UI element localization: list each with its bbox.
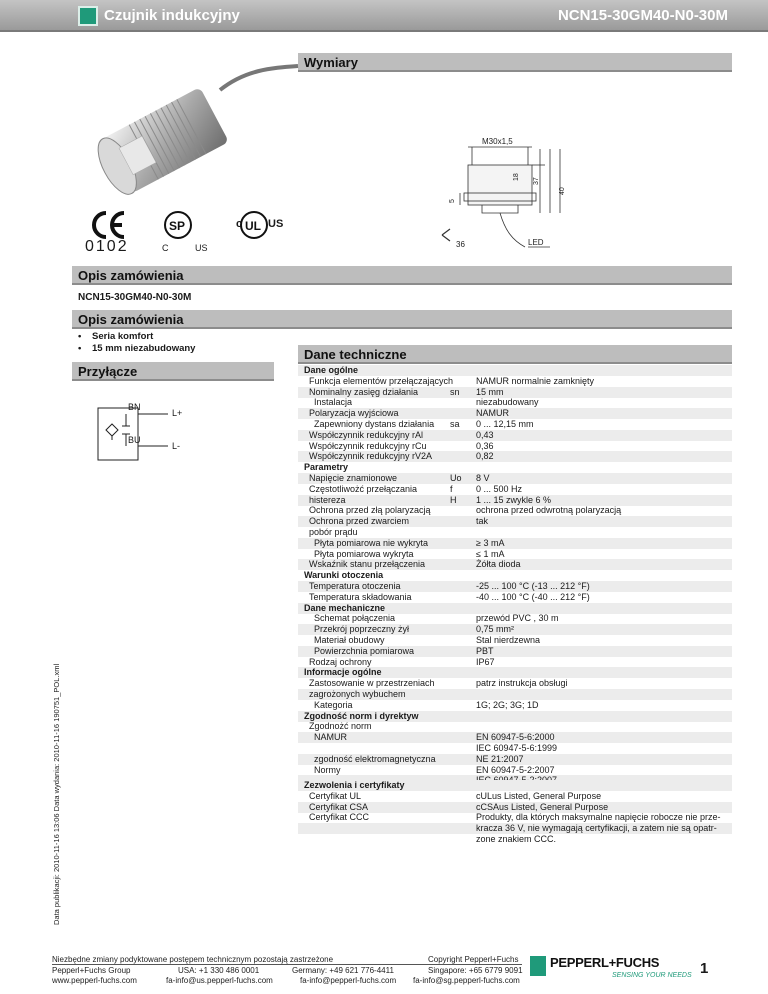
param-value: 0,75 mm² bbox=[476, 624, 515, 635]
terminal-lplus-label: L+ bbox=[172, 408, 183, 418]
param-value: NAMUR normalnie zamknięty bbox=[476, 375, 595, 386]
param-label: Certyfikat CSA bbox=[309, 801, 369, 812]
param-label: Zgodnożć norm bbox=[309, 721, 372, 732]
brand-square-icon bbox=[78, 6, 98, 26]
param-label: zgodność elektromagnetyczna bbox=[314, 753, 436, 764]
brand-slogan: SENSING YOUR NEEDS bbox=[612, 972, 692, 979]
param-label: Współczynnik redukcyjny rCu bbox=[309, 440, 427, 451]
footer-usa-mail[interactable]: fa-info@us.pepperl-fuchs.com bbox=[166, 976, 273, 985]
param-label: Temperatura otoczenia bbox=[309, 581, 401, 591]
footer-sg-phone: Singapore: +65 6779 9091 bbox=[428, 966, 523, 975]
param-value: 1G; 2G; 3G; 1D bbox=[476, 699, 539, 710]
svg-text:SP: SP bbox=[169, 219, 186, 233]
param-value: 0,82 bbox=[476, 451, 494, 462]
param-symbol: H bbox=[450, 494, 457, 505]
param-label: Napięcie znamionowe bbox=[309, 473, 398, 483]
param-symbol: sa bbox=[450, 419, 460, 429]
param-label: Kategoria bbox=[314, 699, 353, 710]
param-label: Ochrona przed złą polaryzacją bbox=[309, 505, 431, 516]
param-value: EN 60947-5-6:2000 bbox=[476, 732, 555, 743]
brand-name: PEPPERL+FUCHS bbox=[550, 955, 660, 970]
param-label: Normy bbox=[314, 764, 341, 775]
footer-de-mail[interactable]: fa-info@pepperl-fuchs.com bbox=[300, 976, 397, 985]
param-value: niezabudowany bbox=[476, 397, 539, 408]
param-value: cCSAus Listed, General Purpose bbox=[476, 801, 609, 812]
param-value: zone znakiem CCC. bbox=[476, 834, 557, 844]
param-label: Powierzchnia pomiarowa bbox=[314, 645, 415, 656]
tech-data-table bbox=[298, 365, 732, 785]
page-header bbox=[0, 0, 768, 32]
param-label: Zastosowanie w przestrzeniach bbox=[309, 678, 435, 689]
param-label: Funkcja elementów przełączających bbox=[309, 375, 454, 386]
param-value: -25 ... 100 °C (-13 ... 212 °F) bbox=[476, 581, 590, 591]
dim-18-label: 18 bbox=[513, 173, 520, 181]
param-value: patrz instrukcja obsługi bbox=[476, 678, 568, 689]
dim-40-label: 40 bbox=[559, 187, 566, 195]
param-label: Wskaźnik stanu przełączenia bbox=[309, 559, 426, 570]
param-value: NAMUR bbox=[476, 408, 509, 419]
param-label: Częstotliwożć przełączania bbox=[309, 483, 418, 494]
param-symbol: sn bbox=[450, 386, 460, 397]
dim-36-label: 36 bbox=[456, 240, 465, 249]
param-label: Rodzaj ochrony bbox=[309, 656, 372, 667]
feature-item: • Seria komfort bbox=[78, 331, 195, 343]
footer-group: Pepperl+Fuchs Group bbox=[52, 966, 131, 975]
param-label: Ochrona przed zwarciem bbox=[309, 516, 410, 527]
param-value: IEC 60947-5-6:1999 bbox=[476, 743, 558, 753]
section-order-code-heading: Opis zamówienia bbox=[72, 266, 732, 285]
param-label: Polaryzacja wyjściowa bbox=[309, 408, 399, 419]
param-value: -40 ... 100 °C (-40 ... 212 °F) bbox=[476, 591, 590, 602]
led-label: LED bbox=[528, 238, 544, 247]
param-value: ochrona przed odwrotną polaryzacją bbox=[476, 505, 622, 516]
footer-usa-phone: USA: +1 330 486 0001 bbox=[178, 966, 260, 975]
connection-diagram bbox=[86, 400, 236, 470]
dim-thread-label: M30x1,5 bbox=[482, 137, 513, 146]
csa-us-label: US bbox=[195, 243, 208, 253]
wire-bu-label: BU bbox=[128, 435, 141, 445]
group-heading: Zgodność norm i dyrektyw bbox=[304, 710, 419, 721]
group-heading: Warunki otoczenia bbox=[304, 570, 384, 581]
param-value: 0 ... 500 Hz bbox=[476, 483, 523, 494]
ul-us-label: US bbox=[268, 218, 284, 230]
param-value: Stal nierdzewna bbox=[476, 635, 541, 645]
param-symbol: Uo bbox=[450, 473, 462, 483]
ce-mark-icon bbox=[94, 213, 106, 237]
footer-divider bbox=[52, 964, 522, 965]
param-label: Współczynnik redukcyjny rV2A bbox=[309, 451, 433, 462]
param-value: NE 21:2007 bbox=[476, 753, 524, 764]
param-value: Produkty, dla których maksymalne napięcie robocze nie prze- bbox=[476, 812, 721, 823]
section-tech-data-heading: Dane techniczne bbox=[298, 345, 732, 364]
param-label: Zapewniony dystans działania bbox=[314, 419, 435, 429]
ce-notified-body: 0102 bbox=[85, 238, 129, 255]
footer-de-phone: Germany: +49 621 776-4411 bbox=[292, 966, 394, 975]
group-heading: Informacje ogólne bbox=[304, 667, 382, 678]
csa-c-label: C bbox=[162, 243, 169, 253]
dim-5-label: 5 bbox=[449, 199, 456, 203]
group-heading: Parametry bbox=[304, 462, 349, 473]
group-heading: Zezwolenia i certyfikaty bbox=[304, 780, 405, 790]
ul-c-label: c bbox=[236, 218, 243, 230]
param-value: 0,43 bbox=[476, 429, 494, 440]
svg-text:UL: UL bbox=[245, 219, 261, 233]
param-value: 8 V bbox=[476, 473, 490, 483]
feature-item: • 15 mm niezabudowany bbox=[78, 343, 195, 355]
footer-sg-mail[interactable]: fa-info@sg.pepperl-fuchs.com bbox=[413, 976, 520, 985]
param-value: PBT bbox=[476, 645, 494, 656]
dimension-drawing bbox=[420, 135, 580, 255]
param-label: Temperatura składowania bbox=[309, 591, 412, 602]
brand-logo-icon bbox=[530, 956, 546, 976]
page-number: 1 bbox=[700, 960, 709, 977]
group-heading: Dane ogólne bbox=[304, 365, 359, 375]
param-label: Certyfikat UL bbox=[309, 790, 362, 801]
terminal-lminus-label: L- bbox=[172, 441, 181, 451]
param-value: ≤ 1 mA bbox=[476, 548, 505, 559]
footer-web-link[interactable]: www.pepperl-fuchs.com bbox=[52, 976, 137, 985]
wrench-icon bbox=[442, 229, 450, 241]
param-value: kracza 36 V, nie wymagają certyfikacji, a zatem nie są opatr- bbox=[476, 823, 717, 834]
param-label: Materiał obudowy bbox=[314, 635, 385, 645]
param-symbol: f bbox=[450, 483, 453, 494]
param-value: 1 ... 15 zwykle 6 % bbox=[476, 494, 552, 505]
param-value: 0 ... 12,15 mm bbox=[476, 419, 534, 429]
dim-37-label: 37 bbox=[533, 177, 540, 185]
param-label: Przekrój poprzeczny żył bbox=[314, 624, 410, 635]
param-label: Płyta pomiarowa nie wykryta bbox=[314, 537, 429, 548]
param-label: zagrożonych wybuchem bbox=[309, 689, 406, 699]
footer-notice: Niezbędne zmiany podyktowane postępem technicznym pozostają zastrzeżone bbox=[52, 955, 334, 964]
section-features-heading: Opis zamówienia bbox=[72, 310, 732, 329]
param-label: histereza bbox=[309, 494, 346, 505]
section-connection-heading: Przyłącze bbox=[72, 362, 274, 381]
order-code: NCN15-30GM40-N0-30M bbox=[78, 292, 192, 303]
param-label: Schemat połączenia bbox=[314, 613, 396, 624]
sensor-symbol-icon bbox=[106, 424, 118, 436]
wire-bn-label: BN bbox=[128, 402, 141, 412]
product-model: NCN15-30GM40-N0-30M bbox=[557, 7, 728, 24]
param-value: ≥ 3 mA bbox=[476, 537, 505, 548]
footer-copyright: Copyright Pepperl+Fuchs bbox=[428, 955, 519, 964]
group-heading: Dane mechaniczne bbox=[304, 602, 386, 613]
param-value: cULus Listed, General Purpose bbox=[476, 790, 602, 801]
param-label: pobór prądu bbox=[309, 527, 358, 537]
approvals-table bbox=[298, 780, 732, 848]
param-value: IP67 bbox=[476, 656, 495, 667]
param-value: 15 mm bbox=[476, 386, 504, 397]
param-label: NAMUR bbox=[314, 732, 347, 743]
param-label: Instalacja bbox=[314, 397, 353, 408]
publication-info: Data publikacji: 2010-11-16 13:06 Data wydania: 2010-11-16 190751_POL.xml bbox=[52, 663, 61, 925]
product-category: Czujnik indukcyjny bbox=[104, 7, 240, 24]
param-value: przewód PVC , 30 m bbox=[476, 613, 559, 624]
section-dimensions-heading: Wymiary bbox=[298, 53, 732, 72]
param-label: Nominalny zasięg działania bbox=[309, 386, 419, 397]
feature-list bbox=[78, 331, 195, 355]
param-label: Współczynnik redukcyjny rAl bbox=[309, 429, 424, 440]
param-value: Żółta dioda bbox=[476, 559, 521, 570]
param-value: 0,36 bbox=[476, 440, 494, 451]
row-stripe bbox=[298, 365, 732, 376]
param-value: EN 60947-5-2:2007 bbox=[476, 764, 555, 775]
param-label: Płyta pomiarowa wykryta bbox=[314, 548, 414, 559]
product-photo bbox=[70, 60, 300, 210]
param-value: tak bbox=[476, 516, 489, 527]
param-label: Certyfikat CCC bbox=[309, 812, 370, 823]
